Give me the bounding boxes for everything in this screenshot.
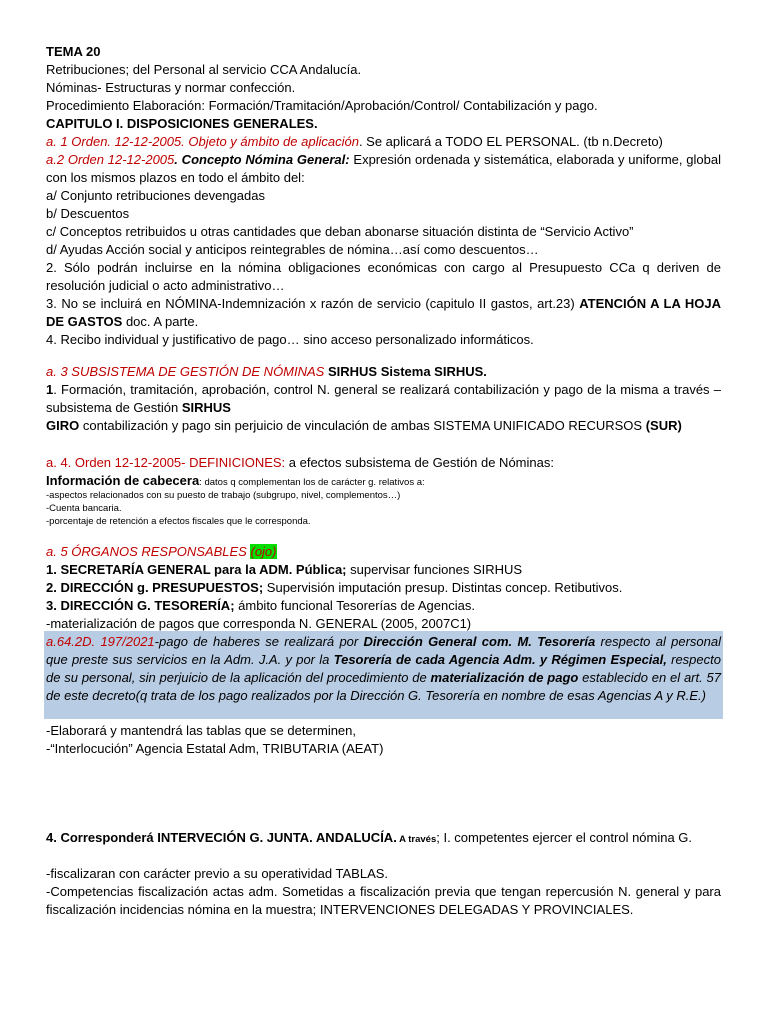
article-3-heading	[46, 363, 487, 381]
article-1	[46, 133, 663, 151]
organo-1	[46, 561, 522, 579]
info-item-2: -Cuenta bancaria.	[46, 503, 122, 514]
sur-label: (SUR)	[645, 418, 682, 433]
info-cabecera-text: : datos q complementan los de carácter g. relativos a:	[199, 477, 425, 488]
article-2-item-c: c/ Conceptos retribuidos u otras cantidades que deban abonarse situación distinta de “Servicio Activo”	[46, 224, 634, 239]
article-5-heading	[46, 543, 277, 561]
article-2-ref: a.2 Orden 12-12-2005	[46, 152, 175, 167]
article-3-para-2-text: contabilización y pago sin perjuicio de vinculación de ambas SISTEMA UNIFICADO RECURSOS	[79, 418, 646, 433]
organo-2	[46, 579, 622, 597]
competencias-para: -Competencias fiscalización actas adm. Sometidas a fiscalización previa que tengan repercusión N. general y para fiscalización incidencias nómina en la muestra; INTERVENCIONES DELEGADAS Y PROVINCIALES.	[46, 884, 721, 917]
header-line-1: Retribuciones; del Personal al servicio CCA Andalucía.	[46, 62, 362, 77]
article-2-title: . Concepto Nómina General:	[174, 152, 350, 167]
article-3-title: SIRHUS Sistema SIRHUS.	[324, 364, 487, 379]
header-line-3: Procedimiento Elaboración: Formación/Tramitación/Aprobación/Control/ Contabilización y pago.	[46, 98, 598, 113]
decreto-text-3: respecto de su personal, sin perjuicio de la aplicación del procedimiento de	[46, 652, 721, 685]
a-traves: A través	[396, 834, 437, 845]
article-2-item-b: b/ Descuentos	[46, 206, 130, 221]
info-cabecera	[46, 472, 425, 490]
info-cabecera-title: Información de cabecera	[46, 473, 200, 488]
info-item-1: -aspectos relacionados con su puesto de trabajo (subgrupo, nivel, complementos…)	[46, 490, 401, 501]
article-2-para-4: 4. Recibo individual y justificativo de pago… sino acceso personalizado informáticos.	[46, 332, 534, 347]
elaborara-line: -Elaborará y mantendrá las tablas que se determinen,	[46, 723, 357, 738]
article-2-para-2: 2. Sólo podrán incluirse en la nómina obligaciones económicas con cargo al Presupuesto CCa q deriven de resolución judicial o acto administrativo…	[46, 260, 721, 293]
decreto-bold-1: Dirección General com. M. Tesorería	[363, 634, 596, 649]
decreto-text-2: respecto al personal que preste sus servicios en la Adm. J.A. y por la	[46, 634, 722, 667]
organo-1-text: supervisar funciones SIRHUS	[346, 562, 523, 577]
organo-3-name: 3. DIRECCIÓN G. TESORERÍA;	[46, 598, 235, 613]
article-3-ref: a. 3 SUBSISTEMA DE GESTIÓN DE NÓMINAS	[46, 364, 325, 379]
capitulo-heading: CAPITULO I. DISPOSICIONES GENERALES.	[46, 116, 318, 131]
hoja-gastos-note: ATENCIÓN A LA HOJA DE GASTOS	[46, 296, 721, 329]
article-2-text: Expresión ordenada y sistemática, elaborada y uniforme, global con los mismos plazos en todo el ámbito del:	[46, 152, 721, 185]
giro-label: GIRO	[46, 418, 80, 433]
ojo-highlight: (ojo)	[250, 544, 277, 559]
decreto-text-1: -pago de haberes se realizará por	[154, 634, 364, 649]
organo-1-name: 1. SECRETARÍA GENERAL para la ADM. Pública;	[46, 562, 347, 577]
article-5-ref: a. 5 ÓRGANOS RESPONSABLES	[46, 544, 247, 559]
intervencion-text: ; I. competentes ejercer el control nómina G.	[436, 830, 693, 845]
header-line-2: Nóminas- Estructuras y normar confección.	[46, 80, 296, 95]
decreto-bold-3: materialización de pago	[430, 670, 579, 685]
decreto-text-4: establecido en el art. 57 de este decreto(q trata de los pago realizados por la Dirección G. Tesorería en nombre de esas Agencias A y R.E.)	[46, 670, 722, 703]
article-1-title: . Objeto y ámbito de aplicación	[181, 134, 359, 149]
article-1-ref: a. 1 Orden. 12-12-2005	[46, 134, 182, 149]
sirhus-label: SIRHUS	[181, 400, 231, 415]
decreto-bold-2: Tesorería de cada Agencia Adm. y Régimen Especial,	[333, 652, 667, 667]
article-2-para-3-tail: doc. A parte.	[122, 314, 199, 329]
article-2-para-3-text: 3. No se incluirá en NÓMINA-Indemnización x razón de servicio (capitulo II gastos, art.23)	[46, 296, 580, 311]
article-2-item-d: d/ Ayudas Acción social y anticipos reintegrables de nómina…así como descuentos…	[46, 242, 539, 257]
decreto-ref: a.64.2D. 197/2021	[46, 634, 155, 649]
interlocucion-line: -“Interlocución” Agencia Estatal Adm, TRIBUTARIA (AEAT)	[46, 741, 384, 756]
article-2	[46, 151, 721, 187]
article-3-para-1-text: . Formación, tramitación, aprobación, control N. general se realizará contabilización y pago de la misma a través – subsistema de Gestión	[46, 382, 721, 415]
intervencion-para	[46, 829, 721, 847]
article-4-heading	[46, 454, 554, 472]
article-3-para-2	[46, 417, 682, 435]
organo-2-name: 2. DIRECCIÓN g. PRESUPUESTOS;	[46, 580, 264, 595]
info-item-3: -porcentaje de retención a efectos fiscales que le corresponda.	[46, 516, 311, 527]
article-4-text: a efectos subsistema de Gestión de Nóminas:	[285, 455, 554, 470]
organo-3-detail: -materialización de pagos que corresponda N. GENERAL (2005, 2007C1)	[46, 616, 472, 631]
tema-heading: TEMA 20	[46, 44, 101, 59]
article-1-text: . Se aplicará a TODO EL PERSONAL. (tb n.Decreto)	[358, 134, 663, 149]
article-3-para-1	[46, 381, 721, 417]
intervencion-heading: 4. Corresponderá INTERVECIÓN G. JUNTA. ANDALUCÍA.	[46, 830, 397, 845]
decreto-paragraph	[46, 633, 721, 705]
article-2-item-a: a/ Conjunto retribuciones devengadas	[46, 188, 265, 203]
organo-3-text: ámbito funcional Tesorerías de Agencias.	[234, 598, 475, 613]
article-4-ref: a. 4. Orden 12-12-2005- DEFINICIONES:	[46, 455, 286, 470]
fiscalizaran-line: -fiscalizaran con carácter previo a su operatividad TABLAS.	[46, 866, 389, 881]
article-2-para-3	[46, 295, 721, 331]
article-3-para-1-num: 1	[46, 382, 54, 397]
organo-2-text: Supervisión imputación presup. Distintas concep. Retibutivos.	[263, 580, 623, 595]
organo-3	[46, 597, 475, 615]
